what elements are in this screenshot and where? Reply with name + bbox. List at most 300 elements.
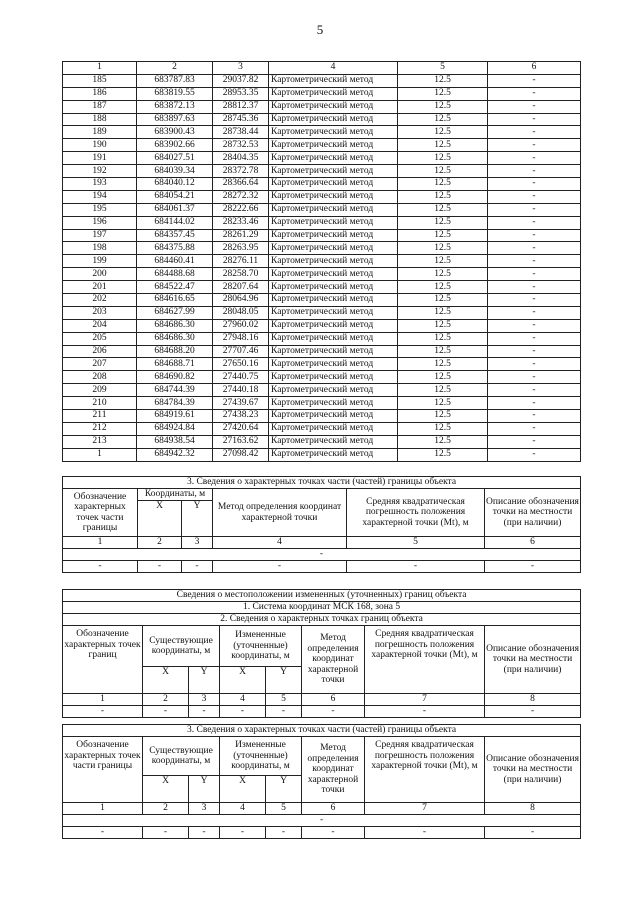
cell: -	[143, 827, 189, 839]
cell-col-5: 12.5	[398, 113, 488, 126]
header-description: Описание обозначения точки на местности (при наличии)	[485, 737, 581, 803]
table-row	[63, 255, 581, 268]
cell-col-6: -	[488, 100, 581, 113]
cell-col-6: -	[488, 332, 581, 345]
header-description: Описание обозначения точки на местности (при наличии)	[485, 626, 581, 694]
cell: -	[182, 561, 213, 573]
table-row	[63, 216, 581, 229]
cell-col-1: 207	[63, 358, 137, 371]
cell-col-2: 684688.71	[137, 358, 213, 371]
cell-col-5: 12.5	[398, 281, 488, 294]
cell-col-5: 12.5	[398, 216, 488, 229]
table-row	[63, 152, 581, 165]
cell-col-6: -	[488, 178, 581, 191]
cell-col-2: 684686.30	[137, 319, 213, 332]
cell-col-1: 192	[63, 165, 137, 178]
cell-col-4: Картометрический метод	[269, 229, 398, 242]
header-method: Метод определения координат характерной точки	[302, 626, 365, 694]
cell: -	[213, 561, 347, 573]
cell-col-5: 12.5	[398, 294, 488, 307]
table-row	[63, 100, 581, 113]
cell-col-3: 27440.18	[213, 384, 269, 397]
cell-col-3: 27440.75	[213, 371, 269, 384]
cell-col-2: 683819.55	[137, 87, 213, 100]
col-num: 2	[143, 694, 189, 706]
cell: -	[63, 706, 143, 718]
cell-col-3: 28953.35	[213, 87, 269, 100]
section-title: 2. Сведения о характерных точках границ объекта	[63, 614, 581, 626]
cell-col-2: 683787.83	[137, 74, 213, 87]
header-coords: Координаты, м	[138, 489, 213, 501]
cell-col-4: Картометрический метод	[269, 178, 398, 191]
cell-col-2: 683872.13	[137, 100, 213, 113]
header-accuracy: Средняя квадратическая погрешность положения характерной точки (Mt), м	[365, 626, 485, 694]
coordinate-system: 1. Система координат МСК 168, зона 5	[63, 602, 581, 614]
header-accuracy: Средняя квадратическая погрешность положения характерной точки (Mt), м	[347, 489, 485, 537]
changed-boundaries-table	[62, 589, 581, 718]
cell-col-2: 684627.99	[137, 306, 213, 319]
cell-col-5: 12.5	[398, 435, 488, 448]
table-row	[63, 165, 581, 178]
cell-col-2: 684924.84	[137, 422, 213, 435]
cell-col-5: 12.5	[398, 448, 488, 461]
cell-col-6: -	[488, 165, 581, 178]
cell-col-5: 12.5	[398, 410, 488, 423]
cell-col-6: -	[488, 87, 581, 100]
cell: -	[143, 706, 189, 718]
cell-col-5: 12.5	[398, 203, 488, 216]
cell: -	[63, 827, 143, 839]
cell-col-4: Картометрический метод	[269, 113, 398, 126]
cell-col-4: Картометрический метод	[269, 100, 398, 113]
header-row	[63, 62, 581, 75]
cell-col-1: 206	[63, 345, 137, 358]
table-row	[63, 371, 581, 384]
cell-col-2: 684942.32	[137, 448, 213, 461]
cell-col-4: Картометрический метод	[269, 139, 398, 152]
cell-col-4: Картометрический метод	[269, 268, 398, 281]
cell-col-6: -	[488, 216, 581, 229]
cell: -	[138, 561, 182, 573]
cell-col-6: -	[488, 139, 581, 152]
cell-col-1: 190	[63, 139, 137, 152]
cell-col-1: 205	[63, 332, 137, 345]
page-number: 5	[316, 22, 324, 37]
header-method: Метод определения координат характерной точки	[302, 737, 365, 803]
table-row	[63, 74, 581, 87]
header-y: Y	[266, 667, 302, 694]
cell: -	[302, 827, 365, 839]
col-num-1: 1	[63, 62, 137, 75]
cell-col-4: Картометрический метод	[269, 203, 398, 216]
cell-col-4: Картометрический метод	[269, 358, 398, 371]
cell-col-4: Картометрический метод	[269, 152, 398, 165]
table-row	[63, 319, 581, 332]
cell: -	[485, 827, 581, 839]
cell-col-2: 684040.12	[137, 178, 213, 191]
cell-col-2: 683902.66	[137, 139, 213, 152]
cell-col-2: 684938.54	[137, 435, 213, 448]
header-x: X	[138, 501, 182, 537]
cell-col-1: 211	[63, 410, 137, 423]
cell-col-1: 201	[63, 281, 137, 294]
cell-col-3: 28207.64	[213, 281, 269, 294]
cell-col-2: 684488.68	[137, 268, 213, 281]
cell-col-3: 27948.16	[213, 332, 269, 345]
cell-col-6: -	[488, 435, 581, 448]
cell-col-1: 185	[63, 74, 137, 87]
cell-col-1: 203	[63, 306, 137, 319]
cell-col-6: -	[488, 281, 581, 294]
cell-col-4: Картометрический метод	[269, 306, 398, 319]
cell-col-6: -	[488, 371, 581, 384]
cell-col-4: Картометрический метод	[269, 190, 398, 203]
cell: -	[266, 827, 302, 839]
cell-col-3: 27438.23	[213, 410, 269, 423]
cell-col-6: -	[488, 384, 581, 397]
header-x: X	[220, 776, 266, 803]
cell-col-3: 27439.67	[213, 397, 269, 410]
cell-col-5: 12.5	[398, 397, 488, 410]
cell: -	[485, 561, 581, 573]
cell-col-3: 28738.44	[213, 126, 269, 139]
cell-col-5: 12.5	[398, 255, 488, 268]
col-num: 7	[365, 803, 485, 815]
header-y: Y	[189, 667, 220, 694]
table-row	[63, 229, 581, 242]
header-x: X	[143, 776, 189, 803]
cell-col-2: 684686.30	[137, 332, 213, 345]
cell-col-3: 28048.05	[213, 306, 269, 319]
col-num-2: 2	[137, 62, 213, 75]
cell-col-6: -	[488, 306, 581, 319]
cell-col-1: 1	[63, 448, 137, 461]
cell-col-4: Картометрический метод	[269, 255, 398, 268]
cell-col-3: 28261.29	[213, 229, 269, 242]
cell-col-1: 212	[63, 422, 137, 435]
cell: -	[347, 561, 485, 573]
table-row	[63, 435, 581, 448]
header-description: Описание обозначения точки на местности (при наличии)	[485, 489, 581, 537]
table-row	[63, 306, 581, 319]
header-y: Y	[189, 776, 220, 803]
cell-col-2: 684357.45	[137, 229, 213, 242]
cell-col-6: -	[488, 152, 581, 165]
cell: -	[220, 706, 266, 718]
col-num: 6	[485, 537, 581, 549]
cell-col-2: 684144.02	[137, 216, 213, 229]
header-designation: Обозначение характерных точек границ	[63, 626, 143, 694]
cell-col-6: -	[488, 294, 581, 307]
cell-col-2: 684039.34	[137, 165, 213, 178]
table-row	[63, 190, 581, 203]
cell-col-1: 195	[63, 203, 137, 216]
cell-col-2: 684375.88	[137, 242, 213, 255]
cell: -	[189, 706, 220, 718]
changed-part-boundary-table	[62, 724, 581, 839]
cell-col-6: -	[488, 410, 581, 423]
cell-col-3: 27707.46	[213, 345, 269, 358]
cell: -	[63, 561, 138, 573]
table-row	[63, 448, 581, 461]
table-row	[63, 422, 581, 435]
cell-col-6: -	[488, 255, 581, 268]
cell-col-5: 12.5	[398, 422, 488, 435]
cell-col-5: 12.5	[398, 384, 488, 397]
cell-col-2: 684616.65	[137, 294, 213, 307]
empty-row: -	[63, 549, 581, 561]
cell-col-4: Картометрический метод	[269, 319, 398, 332]
cell-col-5: 12.5	[398, 165, 488, 178]
cell: -	[220, 827, 266, 839]
coordinates-table-body	[63, 62, 581, 462]
cell-col-6: -	[488, 319, 581, 332]
cell-col-5: 12.5	[398, 332, 488, 345]
cell-col-2: 684688.20	[137, 345, 213, 358]
table-row	[63, 87, 581, 100]
cell-col-4: Картометрический метод	[269, 87, 398, 100]
cell-col-2: 684784.39	[137, 397, 213, 410]
cell-col-3: 27420.64	[213, 422, 269, 435]
cell-col-4: Картометрический метод	[269, 74, 398, 87]
cell-col-4: Картометрический метод	[269, 422, 398, 435]
cell-col-1: 194	[63, 190, 137, 203]
cell: -	[302, 706, 365, 718]
cell-col-6: -	[488, 74, 581, 87]
cell-col-1: 186	[63, 87, 137, 100]
cell-col-4: Картометрический метод	[269, 371, 398, 384]
cell: -	[266, 706, 302, 718]
table-row	[63, 113, 581, 126]
col-num: 4	[213, 537, 347, 549]
header-method: Метод определения координат характерной точки	[213, 489, 347, 537]
cell-col-2: 684522.47	[137, 281, 213, 294]
table-row	[63, 268, 581, 281]
cell-col-2: 683900.43	[137, 126, 213, 139]
cell: -	[365, 706, 485, 718]
cell-col-3: 29037.82	[213, 74, 269, 87]
part-boundary-points-table	[62, 476, 581, 573]
cell-col-2: 684061.37	[137, 203, 213, 216]
table-row	[63, 178, 581, 191]
header-y: Y	[266, 776, 302, 803]
table-title: 3. Сведения о характерных точках части (частей) границы объекта	[63, 477, 581, 489]
table-row	[63, 345, 581, 358]
cell-col-3: 28276.11	[213, 255, 269, 268]
table-row	[63, 358, 581, 371]
cell-col-4: Картометрический метод	[269, 242, 398, 255]
cell-col-5: 12.5	[398, 229, 488, 242]
header-existing: Существующие координаты, м	[143, 626, 220, 667]
table-row	[63, 332, 581, 345]
coordinates-table	[62, 61, 581, 462]
cell-col-1: 191	[63, 152, 137, 165]
header-x: X	[143, 667, 189, 694]
cell-col-2: 683897.63	[137, 113, 213, 126]
cell-col-2: 684027.51	[137, 152, 213, 165]
cell-col-5: 12.5	[398, 268, 488, 281]
cell-col-6: -	[488, 268, 581, 281]
cell-col-1: 209	[63, 384, 137, 397]
cell-col-5: 12.5	[398, 100, 488, 113]
cell-col-5: 12.5	[398, 345, 488, 358]
cell-col-5: 12.5	[398, 358, 488, 371]
cell-col-3: 28404.35	[213, 152, 269, 165]
table-row	[63, 384, 581, 397]
cell-col-2: 684054.21	[137, 190, 213, 203]
col-num-3: 3	[213, 62, 269, 75]
cell-col-3: 28258.70	[213, 268, 269, 281]
table-row	[63, 397, 581, 410]
cell-col-4: Картометрический метод	[269, 294, 398, 307]
col-num: 1	[63, 694, 143, 706]
table-row	[63, 410, 581, 423]
col-num-6: 6	[488, 62, 581, 75]
cell-col-1: 193	[63, 178, 137, 191]
cell-col-1: 210	[63, 397, 137, 410]
cell-col-6: -	[488, 203, 581, 216]
cell-col-4: Картометрический метод	[269, 281, 398, 294]
cell-col-3: 27163.62	[213, 435, 269, 448]
table-row	[63, 281, 581, 294]
header-designation: Обозначение характерных точек части границы	[63, 737, 143, 803]
col-num: 3	[182, 537, 213, 549]
cell-col-6: -	[488, 229, 581, 242]
cell-col-1: 198	[63, 242, 137, 255]
col-num: 4	[220, 803, 266, 815]
cell-col-1: 196	[63, 216, 137, 229]
header-existing: Существующие координаты, м	[143, 737, 220, 776]
col-num: 2	[143, 803, 189, 815]
cell-col-1: 188	[63, 113, 137, 126]
cell: -	[189, 827, 220, 839]
col-num: 4	[220, 694, 266, 706]
cell-col-6: -	[488, 358, 581, 371]
cell-col-1: 200	[63, 268, 137, 281]
empty-row: -	[63, 815, 581, 827]
header-x: X	[220, 667, 266, 694]
col-num: 6	[302, 694, 365, 706]
cell-col-1: 213	[63, 435, 137, 448]
cell-col-3: 28233.46	[213, 216, 269, 229]
table-title: 3. Сведения о характерных точках части (частей) границы объекта	[63, 725, 581, 737]
cell-col-4: Картометрический метод	[269, 345, 398, 358]
cell-col-2: 684744.39	[137, 384, 213, 397]
cell-col-4: Картометрический метод	[269, 448, 398, 461]
cell-col-6: -	[488, 345, 581, 358]
col-num: 6	[302, 803, 365, 815]
cell-col-2: 684460.41	[137, 255, 213, 268]
cell-col-4: Картометрический метод	[269, 384, 398, 397]
cell-col-6: -	[488, 126, 581, 139]
cell-col-5: 12.5	[398, 126, 488, 139]
col-num-5: 5	[398, 62, 488, 75]
cell-col-5: 12.5	[398, 87, 488, 100]
col-num: 3	[189, 803, 220, 815]
cell-col-5: 12.5	[398, 371, 488, 384]
cell-col-2: 684919.61	[137, 410, 213, 423]
cell-col-1: 202	[63, 294, 137, 307]
cell-col-6: -	[488, 448, 581, 461]
header-changed: Измененные (уточненные) координаты, м	[220, 626, 302, 667]
col-num: 5	[266, 694, 302, 706]
cell-col-3: 28732.53	[213, 139, 269, 152]
cell-col-3: 28222.66	[213, 203, 269, 216]
col-num: 1	[63, 803, 143, 815]
cell-col-3: 28263.95	[213, 242, 269, 255]
cell-col-3: 28372.78	[213, 165, 269, 178]
cell-col-6: -	[488, 422, 581, 435]
cell-col-4: Картометрический метод	[269, 397, 398, 410]
cell-col-1: 189	[63, 126, 137, 139]
header-changed: Измененные (уточненные) координаты, м	[220, 737, 302, 776]
cell-col-3: 28366.64	[213, 178, 269, 191]
col-num: 8	[485, 803, 581, 815]
col-num: 1	[63, 537, 138, 549]
cell-col-3: 27098.42	[213, 448, 269, 461]
cell-col-6: -	[488, 397, 581, 410]
cell-col-1: 199	[63, 255, 137, 268]
header-accuracy: Средняя квадратическая погрешность положения характерной точки (Mt), м	[365, 737, 485, 803]
cell-col-3: 28745.36	[213, 113, 269, 126]
cell-col-4: Картометрический метод	[269, 126, 398, 139]
cell-col-5: 12.5	[398, 152, 488, 165]
header-y: Y	[182, 501, 213, 537]
cell-col-3: 28272.32	[213, 190, 269, 203]
cell-col-1: 187	[63, 100, 137, 113]
cell-col-5: 12.5	[398, 319, 488, 332]
cell-col-3: 28812.37	[213, 100, 269, 113]
cell-col-5: 12.5	[398, 178, 488, 191]
cell: -	[365, 827, 485, 839]
cell-col-6: -	[488, 113, 581, 126]
col-num: 5	[347, 537, 485, 549]
cell-col-5: 12.5	[398, 190, 488, 203]
table-row	[63, 294, 581, 307]
table-row	[63, 139, 581, 152]
col-num: 2	[138, 537, 182, 549]
table-row	[63, 242, 581, 255]
table-row	[63, 203, 581, 216]
cell: -	[485, 706, 581, 718]
cell-col-1: 204	[63, 319, 137, 332]
cell-col-4: Картометрический метод	[269, 435, 398, 448]
cell-col-4: Картометрический метод	[269, 332, 398, 345]
cell-col-5: 12.5	[398, 306, 488, 319]
header-designation: Обозначение характерных точек части границы	[63, 489, 138, 537]
cell-col-4: Картометрический метод	[269, 216, 398, 229]
cell-col-5: 12.5	[398, 74, 488, 87]
cell-col-3: 28064.96	[213, 294, 269, 307]
col-num: 8	[485, 694, 581, 706]
cell-col-6: -	[488, 242, 581, 255]
cell-col-5: 12.5	[398, 242, 488, 255]
cell-col-1: 208	[63, 371, 137, 384]
cell-col-4: Картометрический метод	[269, 410, 398, 423]
table-title: Сведения о местоположении измененных (уточненных) границ объекта	[63, 590, 581, 602]
cell-col-5: 12.5	[398, 139, 488, 152]
cell-col-3: 27960.02	[213, 319, 269, 332]
cell-col-4: Картометрический метод	[269, 165, 398, 178]
cell-col-6: -	[488, 190, 581, 203]
col-num: 3	[189, 694, 220, 706]
col-num: 7	[365, 694, 485, 706]
col-num-4: 4	[269, 62, 398, 75]
col-num: 5	[266, 803, 302, 815]
cell-col-3: 27650.16	[213, 358, 269, 371]
cell-col-1: 197	[63, 229, 137, 242]
table-row	[63, 126, 581, 139]
